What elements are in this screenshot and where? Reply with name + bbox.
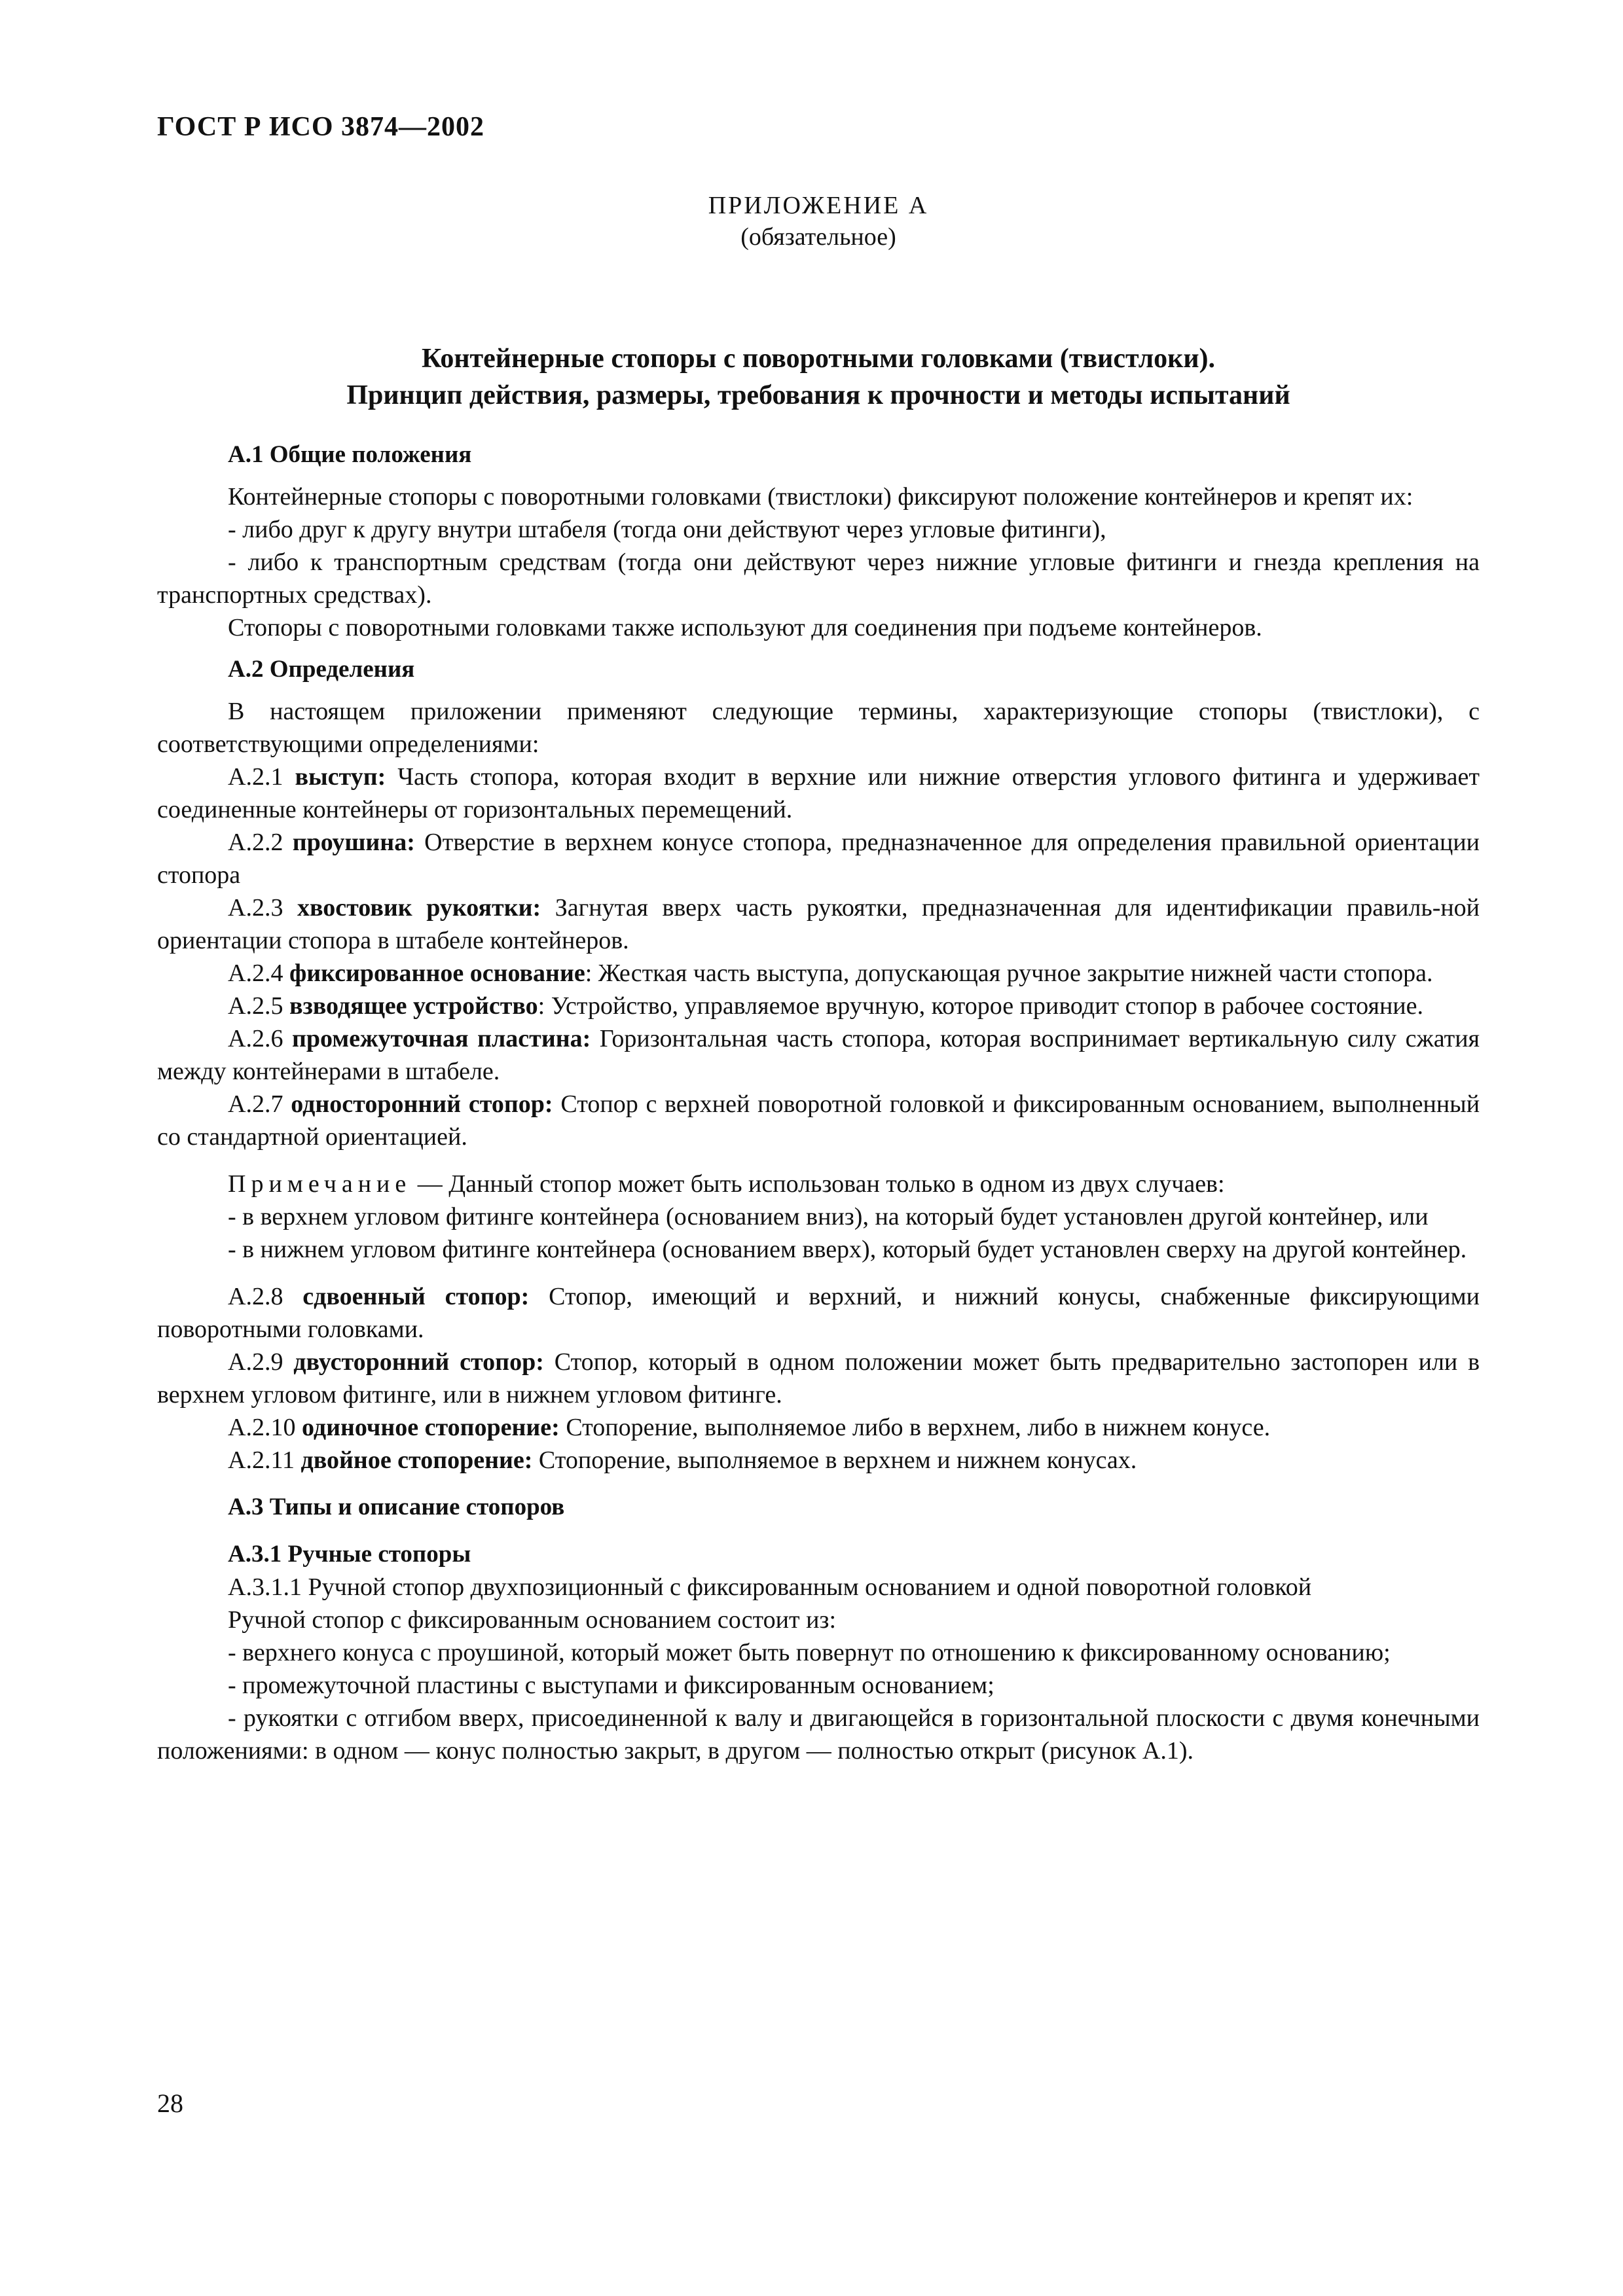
definition-number: А.2.5 bbox=[228, 992, 283, 1020]
definition-a-2-3 bbox=[157, 891, 1480, 957]
definition-number: А.2.1 bbox=[228, 763, 283, 791]
definition-a-2-11 bbox=[157, 1444, 1480, 1477]
definition-text: Отверстие в верхнем конусе стопора, предназначенное для определения правильной ориентации стопора bbox=[157, 829, 1480, 889]
list-item: - либо друг к другу внутри штабеля (тогда они действуют через угловые фитинги), bbox=[228, 516, 1106, 543]
definition-a-2-1 bbox=[157, 761, 1480, 826]
subsection-heading-a3-1: А.3.1 Ручные стопоры bbox=[228, 1541, 471, 1568]
definition-number: А.2.2 bbox=[228, 829, 283, 856]
definition-text: Стопор, имеющий и верхний, и нижний конусы, снабженные фиксирующими поворотными головками. bbox=[157, 1283, 1480, 1343]
annex-status: (обязательное) bbox=[740, 223, 896, 251]
list-item: - верхнего конуса с проушиной, который может быть повернут по отношению к фиксированному основанию; bbox=[228, 1639, 1391, 1666]
definition-text: : Устройство, управляемое вручную, которое приводит стопор в рабочее состояние. bbox=[538, 992, 1423, 1020]
definition-text: Стопор, который в одном положении может быть предварительно застопорен или в верхнем угловом фитинге, или в нижнем угловом фитинге. bbox=[157, 1348, 1480, 1408]
document-title-line-1: Контейнерные стопоры с поворотными головками (твистлоки). bbox=[421, 344, 1216, 374]
definition-text: Стопор с верхней поворотной головкой и фиксированным основанием, выполненный со стандартной ориентацией. bbox=[157, 1090, 1480, 1151]
section-heading-a1: А.1 Общие положения bbox=[228, 441, 472, 468]
page-number: 28 bbox=[157, 2089, 183, 2118]
definition-number: А.2.11 bbox=[228, 1446, 295, 1474]
definition-text: Горизонтальная часть стопора, которая воспринимает вертикальную силу сжатия между контейнерами в штабеле. bbox=[157, 1025, 1480, 1085]
definition-a-2-2 bbox=[157, 826, 1480, 891]
definition-number: А.2.7 bbox=[228, 1090, 283, 1118]
note-list-item: - в верхнем угловом фитинге контейнера (основанием вниз), на который будет установлен другой контейнер, или bbox=[228, 1203, 1429, 1230]
definition-term: двусторонний стопор: bbox=[293, 1348, 544, 1376]
definition-term: фиксированное основание bbox=[289, 960, 585, 987]
definition-number: А.2.8 bbox=[228, 1283, 283, 1310]
definition-a-2-6 bbox=[157, 1022, 1480, 1088]
definition-a-2-8 bbox=[157, 1280, 1480, 1346]
annex-title: ПРИЛОЖЕНИЕ А bbox=[708, 192, 929, 219]
list-item: - промежуточной пластины с выступами и фиксированным основанием; bbox=[228, 1672, 994, 1699]
definition-term: взводящее устройство bbox=[289, 992, 538, 1020]
annex-heading bbox=[157, 190, 1480, 253]
definition-text: Стопорение, выполняемое в верхнем и нижнем конусах. bbox=[538, 1446, 1137, 1474]
definition-term: одиночное стопорение: bbox=[301, 1414, 560, 1441]
paragraph: А.3.1.1 Ручной стопор двухпозиционный с фиксированным основанием и одной поворотной головкой bbox=[228, 1573, 1312, 1601]
paragraph: Ручной стопор с фиксированным основанием состоит из: bbox=[228, 1606, 836, 1634]
definition-term: сдвоенный стопор: bbox=[302, 1283, 530, 1310]
section-heading-a2: А.2 Определения bbox=[228, 656, 415, 683]
document-code: ГОСТ Р ИСО 3874—2002 bbox=[157, 112, 485, 142]
definition-number: А.2.3 bbox=[228, 894, 283, 922]
definition-term: односторонний стопор: bbox=[291, 1090, 553, 1118]
definition-term: промежуточная пластина: bbox=[291, 1025, 591, 1052]
section-heading-a3: А.3 Типы и описание стопоров bbox=[228, 1494, 565, 1520]
definition-a-2-10 bbox=[157, 1411, 1480, 1444]
definition-term: хвостовик рукоятки: bbox=[297, 894, 541, 922]
definition-text: : Жесткая часть выступа, допускающая ручное закрытие нижней части стопора. bbox=[585, 960, 1433, 987]
document-title bbox=[157, 340, 1480, 414]
paragraph: Стопоры с поворотными головками также используют для соединения при подъеме контейнеров. bbox=[228, 614, 1262, 641]
definition-a-2-4 bbox=[157, 957, 1480, 990]
definition-a-2-7 bbox=[157, 1088, 1480, 1153]
definition-term: выступ: bbox=[295, 763, 386, 791]
paragraph: В настоящем приложении применяют следующие термины, характеризующие стопоры (твистлоки), с соответствующими определениями: bbox=[157, 698, 1480, 758]
definition-text: Часть стопора, которая входит в верхние или нижние отверстия углового фитинга и удерживает соединенные контейнеры от горизонтальных перемещений. bbox=[157, 763, 1480, 823]
list-item: - рукоятки с отгибом вверх, присоединенной к валу и двигающейся в горизонтальной плоскости с двумя конечными положениями: в одном — конус полностью закрыт, в другом — полностью открыт (рисунок А.1). bbox=[157, 1704, 1480, 1765]
definition-number: А.2.9 bbox=[228, 1348, 283, 1376]
note-text: — Данный стопор может быть использован только в одном из двух случаев: bbox=[417, 1170, 1225, 1198]
document-title-line-2: Принцип действия, размеры, требования к прочности и методы испытаний bbox=[346, 380, 1290, 410]
definition-term: проушина: bbox=[292, 829, 415, 856]
definition-text: Загнутая вверх часть рукоятки, предназначенная для идентификации правиль-ной ориентации стопора в штабеле контейнеров. bbox=[157, 894, 1480, 954]
paragraph: Контейнерные стопоры с поворотными головками (твистлоки) фиксируют положение контейнеров и крепят их: bbox=[228, 483, 1413, 511]
note bbox=[157, 1168, 1480, 1200]
definition-a-2-9 bbox=[157, 1346, 1480, 1411]
document-body bbox=[157, 439, 1480, 1767]
list-item: - либо к транспортным средствам (тогда они действуют через нижние угловые фитинги и гнезда крепления на транспортных средствах). bbox=[157, 548, 1480, 609]
definition-number: А.2.10 bbox=[228, 1414, 296, 1441]
note-list-item: - в нижнем угловом фитинге контейнера (основанием вверх), который будет установлен сверху на другой контейнер. bbox=[228, 1236, 1467, 1263]
definition-number: А.2.6 bbox=[228, 1025, 283, 1052]
definition-a-2-5 bbox=[157, 990, 1480, 1022]
definition-term: двойное стопорение: bbox=[301, 1446, 533, 1474]
definition-number: А.2.4 bbox=[228, 960, 283, 987]
note-label: Примечание bbox=[228, 1170, 412, 1198]
definition-text: Стопорение, выполняемое либо в верхнем, либо в нижнем конусе. bbox=[566, 1414, 1271, 1441]
